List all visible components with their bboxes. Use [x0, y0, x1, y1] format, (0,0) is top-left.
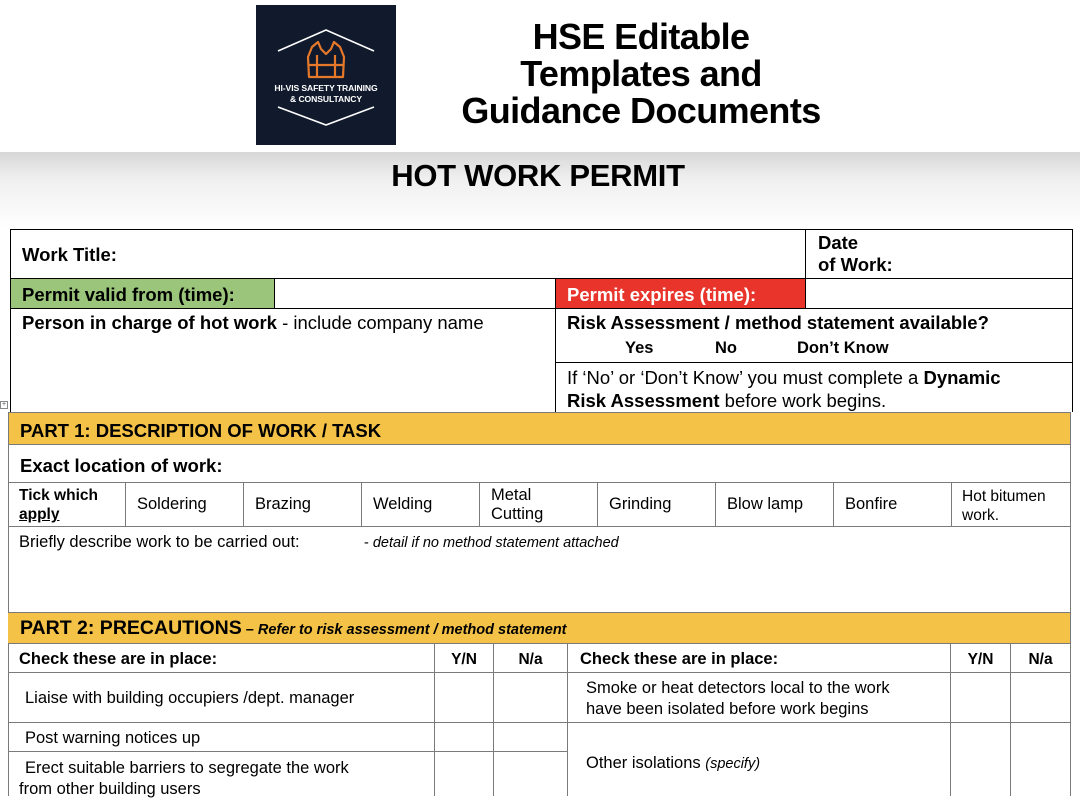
header-title-line1: HSE Editable: [532, 16, 750, 57]
dynamic-risk-note: [567, 366, 1070, 412]
precaution-detectors-line2: have been isolated before work begins: [586, 700, 869, 718]
part2-heading-row: [20, 617, 567, 640]
dynamic-note-text-1: If ‘No’ or ‘Don’t Know’ you must complete a: [567, 367, 924, 388]
dynamic-note-text-2: before work begins.: [719, 390, 887, 411]
other-isolations-note: (specify): [705, 756, 761, 772]
precaution-detectors-isolated: [586, 678, 890, 720]
date-label-line2: of Work:: [818, 254, 893, 275]
table-border: [274, 278, 275, 309]
hot-bitumen-line1: Hot bitumen: [962, 488, 1046, 505]
precaution-detectors-na[interactable]: [1012, 674, 1069, 721]
table-border: [8, 672, 1071, 673]
table-border: [8, 722, 1071, 723]
work-type-hot-bitumen[interactable]: [952, 483, 1070, 526]
work-type-metal-cutting[interactable]: [480, 483, 597, 526]
work-title-input[interactable]: [112, 238, 802, 272]
person-in-charge-input[interactable]: [14, 336, 552, 408]
logo-text: [256, 83, 396, 105]
precaution-warning-notices-na[interactable]: [495, 724, 566, 750]
table-border: [567, 643, 568, 796]
tick-label-line2: apply: [19, 506, 60, 523]
expires-input[interactable]: [807, 280, 1071, 307]
yn-header-left: Y/N: [451, 651, 477, 668]
table-border: [8, 412, 1071, 413]
table-border: [555, 278, 556, 412]
valid-from-input[interactable]: [276, 280, 554, 307]
company-logo: [256, 5, 396, 145]
table-border: [805, 229, 806, 309]
dynamic-note-bold-1: Dynamic: [923, 367, 1001, 388]
tick-which-apply-label: [19, 486, 98, 524]
table-border: [556, 362, 1073, 363]
option-yes[interactable]: Yes: [625, 339, 654, 357]
date-label-line1: Date: [818, 232, 859, 253]
work-type-soldering[interactable]: Soldering: [137, 495, 207, 513]
exact-location-input[interactable]: [250, 448, 1065, 478]
work-type-welding[interactable]: Welding: [373, 495, 433, 513]
valid-from-label: Permit valid from (time):: [22, 284, 235, 305]
header-title-line3: Guidance Documents: [461, 90, 821, 131]
exact-location-label: Exact location of work:: [20, 455, 223, 476]
table-border: [8, 412, 9, 796]
tick-label-line1: Tick which: [19, 487, 98, 504]
describe-note-dash: -: [364, 535, 373, 551]
person-in-charge-label: [22, 311, 552, 334]
precaution-barriers-yn[interactable]: [436, 753, 492, 796]
na-header-left: N/a: [518, 651, 543, 668]
header-title-line2: Templates and: [520, 53, 762, 94]
option-no[interactable]: No: [715, 339, 737, 357]
table-border: [10, 229, 11, 412]
precaution-barriers: [19, 758, 349, 800]
table-move-handle-icon[interactable]: +: [1, 401, 7, 408]
precaution-warning-notices-yn[interactable]: [436, 724, 492, 750]
dynamic-note-bold-2: Risk Assessment: [567, 390, 720, 411]
table-border: [8, 643, 1071, 644]
precaution-other-isolations-na[interactable]: [1012, 724, 1069, 796]
work-title-label: Work Title:: [22, 244, 117, 265]
person-in-charge-bold: Person in charge of hot work: [22, 312, 277, 333]
precaution-liaise-yn[interactable]: [436, 674, 492, 721]
hot-bitumen-line2: work.: [962, 507, 1000, 524]
describe-work-note: [364, 535, 619, 552]
precaution-detectors-line1: Smoke or heat detectors local to the work: [586, 679, 890, 697]
metal-cutting-line1: Metal: [491, 486, 532, 504]
describe-work-input[interactable]: [14, 556, 1066, 608]
logo-line2: & CONSULTANCY: [290, 94, 362, 104]
check-in-place-label-left: Check these are in place:: [19, 650, 218, 668]
part2-heading: PART 2: PRECAUTIONS: [20, 617, 242, 639]
work-type-blow-lamp[interactable]: Blow lamp: [727, 495, 804, 513]
na-header-right: N/a: [1028, 651, 1053, 668]
describe-work-label: Briefly describe work to be carried out:: [19, 533, 300, 551]
option-dont-know[interactable]: Don’t Know: [797, 339, 889, 357]
person-in-charge-note: - include company name: [276, 312, 484, 333]
table-border: [8, 751, 568, 752]
precaution-liaise: Liaise with building occupiers /dept. manager: [25, 689, 355, 707]
work-type-bonfire[interactable]: Bonfire: [845, 495, 898, 513]
table-border: [1070, 412, 1071, 796]
other-isolations-label: Other isolations: [586, 754, 706, 772]
precaution-liaise-na[interactable]: [495, 674, 566, 721]
document-title: HOT WORK PERMIT: [391, 158, 685, 193]
table-border: [10, 229, 1073, 230]
precaution-other-isolations-yn[interactable]: [952, 724, 1009, 796]
precaution-detectors-yn[interactable]: [952, 674, 1009, 721]
part1-heading: PART 1: DESCRIPTION OF WORK / TASK: [20, 420, 382, 441]
table-border: [8, 526, 1071, 527]
precaution-other-isolations: [586, 754, 760, 774]
table-border: [10, 278, 1073, 279]
table-border: [10, 308, 1073, 309]
table-border: [8, 444, 1071, 445]
precaution-barriers-line2: from other building users: [19, 780, 201, 798]
date-of-work-input[interactable]: [905, 255, 1070, 277]
part2-heading-note: – Refer to risk assessment / method statement: [241, 622, 567, 638]
hi-vis-vest-icon: [256, 5, 396, 145]
logo-line1: HI-VIS SAFETY TRAINING: [274, 83, 378, 93]
yn-header-right: Y/N: [967, 651, 994, 668]
header-title: [400, 18, 882, 129]
risk-assessment-question: Risk Assessment / method statement available?: [567, 312, 989, 333]
describe-note-text: detail if no method statement attached: [372, 535, 619, 551]
expires-label: Permit expires (time):: [567, 284, 757, 305]
table-border: [1072, 229, 1073, 412]
precaution-warning-notices: Post warning notices up: [25, 729, 201, 747]
metal-cutting-line2: Cutting: [491, 505, 544, 523]
precaution-barriers-na[interactable]: [495, 753, 566, 796]
work-type-brazing[interactable]: Brazing: [255, 495, 311, 513]
work-type-grinding[interactable]: Grinding: [609, 495, 672, 513]
precaution-barriers-line1: Erect suitable barriers to segregate the work: [25, 759, 349, 777]
check-in-place-label-right: Check these are in place:: [580, 650, 779, 668]
